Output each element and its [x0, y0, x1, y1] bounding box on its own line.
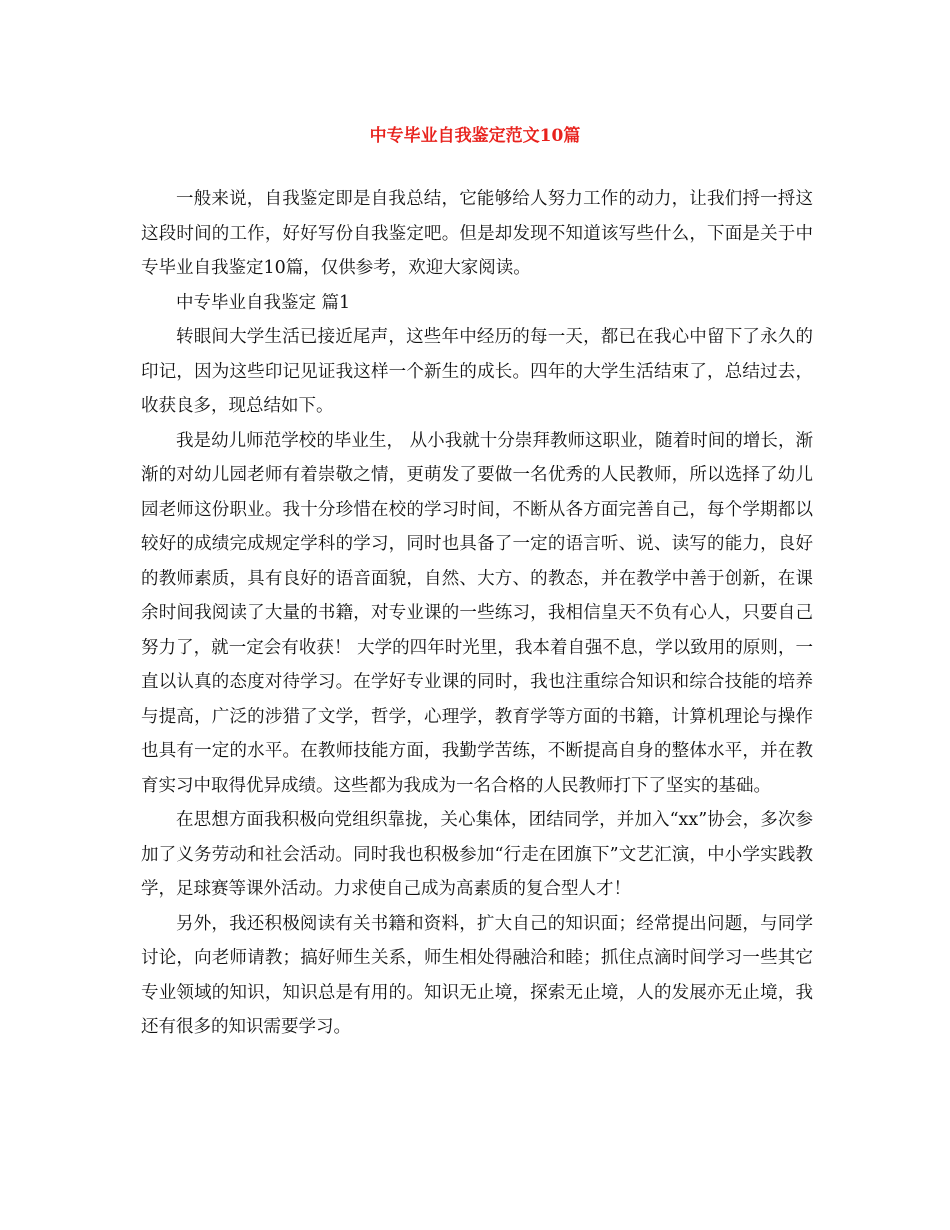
document-body	[141, 182, 813, 1045]
body-paragraph: 在思想方面我积极向党组织靠拢，关心集体，团结同学，并加入“xx”协会，多次参加了义务劳动和社会活动。同时我也积极参加“行走在团旗下”文艺汇演，中小学实践教学，足球赛等课外活动。力求使自己成为高素质的复合型人才！	[141, 810, 813, 899]
body-paragraph: 转眼间大学生活已接近尾声，这些年中经历的每一天，都已在我心中留下了永久的印记，因为这些印记见证我这样一个新生的成长。四年的大学生活结束了，总结过去，收获良多，现总结如下。	[141, 327, 813, 416]
intro-paragraph: 一般来说，自我鉴定即是自我总结，它能够给人努力工作的动力，让我们捋一捋这这段时间的工作，好好写份自我鉴定吧。但是却发现不知道该写些什么，下面是关于中专毕业自我鉴定10篇，仅供参考，欢迎大家阅读。	[141, 189, 813, 278]
body-paragraph: 另外，我还积极阅读有关书籍和资料，扩大自己的知识面；经常提出问题，与同学讨论，向老师请教；搞好师生关系，师生相处得融洽和睦；抓住点滴时间学习一些其它专业领域的知识，知识总是有用的。知识无止境，探索无止境，人的发展亦无止境，我还有很多的知识需要学习。	[141, 913, 813, 1037]
section-heading: 中专毕业自我鉴定 篇1	[176, 292, 351, 313]
body-paragraph: 我是幼儿师范学校的毕业生， 从小我就十分崇拜教师这职业，随着时间的增长，渐渐的对幼儿园老师有着崇敬之情，更萌发了要做一名优秀的人民教师，所以选择了幼儿园老师这份职业。我十分珍惜在校的学习时间，不断从各方面完善自己，每个学期都以较好的成绩完成规定学科的学习，同时也具备了一定的语言听、说、读写的能力，良好的教师素质，具有良好的语音面貌，自然、大方、的教态，并在教学中善于创新，在课余时间我阅读了大量的书籍，对专业课的一些练习，我相信皇天不负有心人，只要自己努力了，就一定会有收获！ 大学的四年时光里，我本着自强不息，学以致用的原则，一直以认真的态度对待学习。在学好专业课的同时，我也注重综合知识和综合技能的培养与提高，广泛的涉猎了文学，哲学，心理学，教育学等方面的书籍，计算机理论与操作也具有一定的水平。在教师技能方面，我勤学苦练，不断提高自身的整体水平，并在教育实习中取得优异成绩。这些都为我成为一名合格的人民教师打下了坚实的基础。	[141, 430, 813, 796]
document-title: 中专毕业自我鉴定范文10篇	[369, 126, 581, 146]
